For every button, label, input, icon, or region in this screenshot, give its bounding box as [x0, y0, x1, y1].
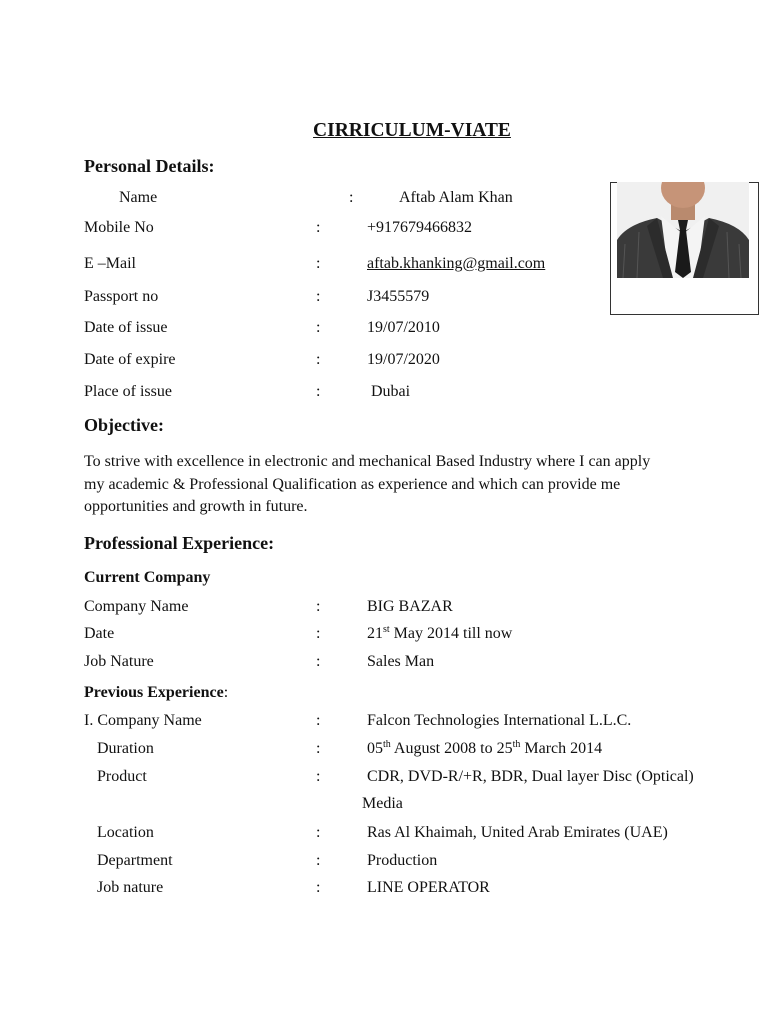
location-colon: : — [316, 824, 321, 841]
current-company-heading: Current Company — [84, 569, 211, 586]
email-label: E –Mail — [84, 255, 136, 272]
current-date-rest: May 2014 till now — [389, 625, 513, 642]
issue-date-label: Date of issue — [84, 319, 168, 336]
expire-date-value: 19/07/2020 — [367, 351, 440, 368]
current-job-value: Sales Man — [367, 653, 435, 670]
current-date-day: 21 — [367, 625, 383, 642]
expire-date-colon: : — [316, 351, 321, 368]
duration-start-day: 05 — [367, 740, 383, 757]
expire-date-label: Date of expire — [84, 351, 176, 368]
previous-company-colon: : — [316, 712, 321, 729]
job-nature-label: Job nature — [97, 879, 164, 896]
previous-experience-colon: : — [223, 684, 229, 701]
previous-company-value: Falcon Technologies International L.L.C. — [367, 712, 632, 729]
objective-line-3: opportunities and growth in future. — [84, 498, 308, 515]
department-colon: : — [316, 852, 321, 869]
current-date-value — [367, 626, 512, 642]
name-label: Name — [119, 189, 158, 206]
mobile-label: Mobile No — [84, 219, 154, 236]
objective-line-1: To strive with excellence in electronic and mechanical Based Industry where I can apply — [84, 453, 651, 470]
personal-details-heading: Personal Details: — [84, 156, 215, 176]
location-label: Location — [97, 824, 154, 841]
current-job-colon: : — [316, 653, 321, 670]
duration-end-suffix: th — [512, 739, 521, 750]
duration-label: Duration — [97, 740, 154, 757]
duration-end: March 2014 — [520, 740, 603, 757]
current-company-value: BIG BAZAR — [367, 598, 453, 615]
place-of-issue-colon: : — [316, 383, 321, 400]
previous-company-label: I. Company Name — [84, 712, 202, 729]
objective-line-2: my academic & Professional Qualification as experience and which can provide me — [84, 475, 621, 493]
current-date-label: Date — [84, 625, 115, 642]
experience-heading: Professional Experience: — [84, 533, 275, 553]
profile-photo — [617, 182, 749, 278]
current-date-colon: : — [316, 625, 321, 642]
mobile-colon: : — [316, 219, 321, 236]
objective-heading: Objective: — [84, 415, 164, 435]
job-nature-colon: : — [316, 879, 321, 896]
product-value-line-1: CDR, DVD-R/+R, BDR, Dual layer Disc (Optical) — [367, 768, 694, 785]
department-label: Department — [97, 852, 173, 869]
location-value: Ras Al Khaimah, United Arab Emirates (UAE) — [367, 824, 668, 841]
email-link[interactable]: aftab.khanking@gmail.com — [367, 255, 546, 272]
product-colon: : — [316, 768, 321, 785]
passport-label: Passport no — [84, 288, 159, 305]
previous-experience-heading — [84, 685, 228, 701]
email-colon: : — [316, 255, 321, 272]
previous-experience-title: Previous Experience — [84, 684, 224, 701]
current-job-label: Job Nature — [84, 653, 154, 670]
mobile-value: +917679466832 — [367, 219, 473, 236]
duration-value — [367, 741, 602, 757]
passport-value: J3455579 — [367, 288, 430, 305]
issue-date-colon: : — [316, 319, 321, 336]
place-of-issue-value: Dubai — [371, 383, 411, 400]
name-colon: : — [349, 189, 354, 206]
current-company-label: Company Name — [84, 598, 189, 615]
job-nature-value: LINE OPERATOR — [367, 879, 490, 896]
duration-middle: August 2008 to 25 — [390, 740, 513, 757]
document-title: CIRRICULUM-VIATE — [313, 120, 511, 141]
name-value: Aftab Alam Khan — [399, 189, 513, 206]
objective-text — [84, 451, 734, 519]
duration-start-suffix: th — [383, 739, 391, 750]
department-value: Production — [367, 852, 438, 869]
current-company-colon: : — [316, 598, 321, 615]
product-value-line-2: Media — [362, 795, 403, 812]
issue-date-value: 19/07/2010 — [367, 319, 440, 336]
passport-colon: : — [316, 288, 321, 305]
place-of-issue-label: Place of issue — [84, 383, 172, 400]
product-label: Product — [97, 768, 147, 785]
current-date-suffix: st — [383, 624, 390, 635]
duration-colon: : — [316, 740, 321, 757]
